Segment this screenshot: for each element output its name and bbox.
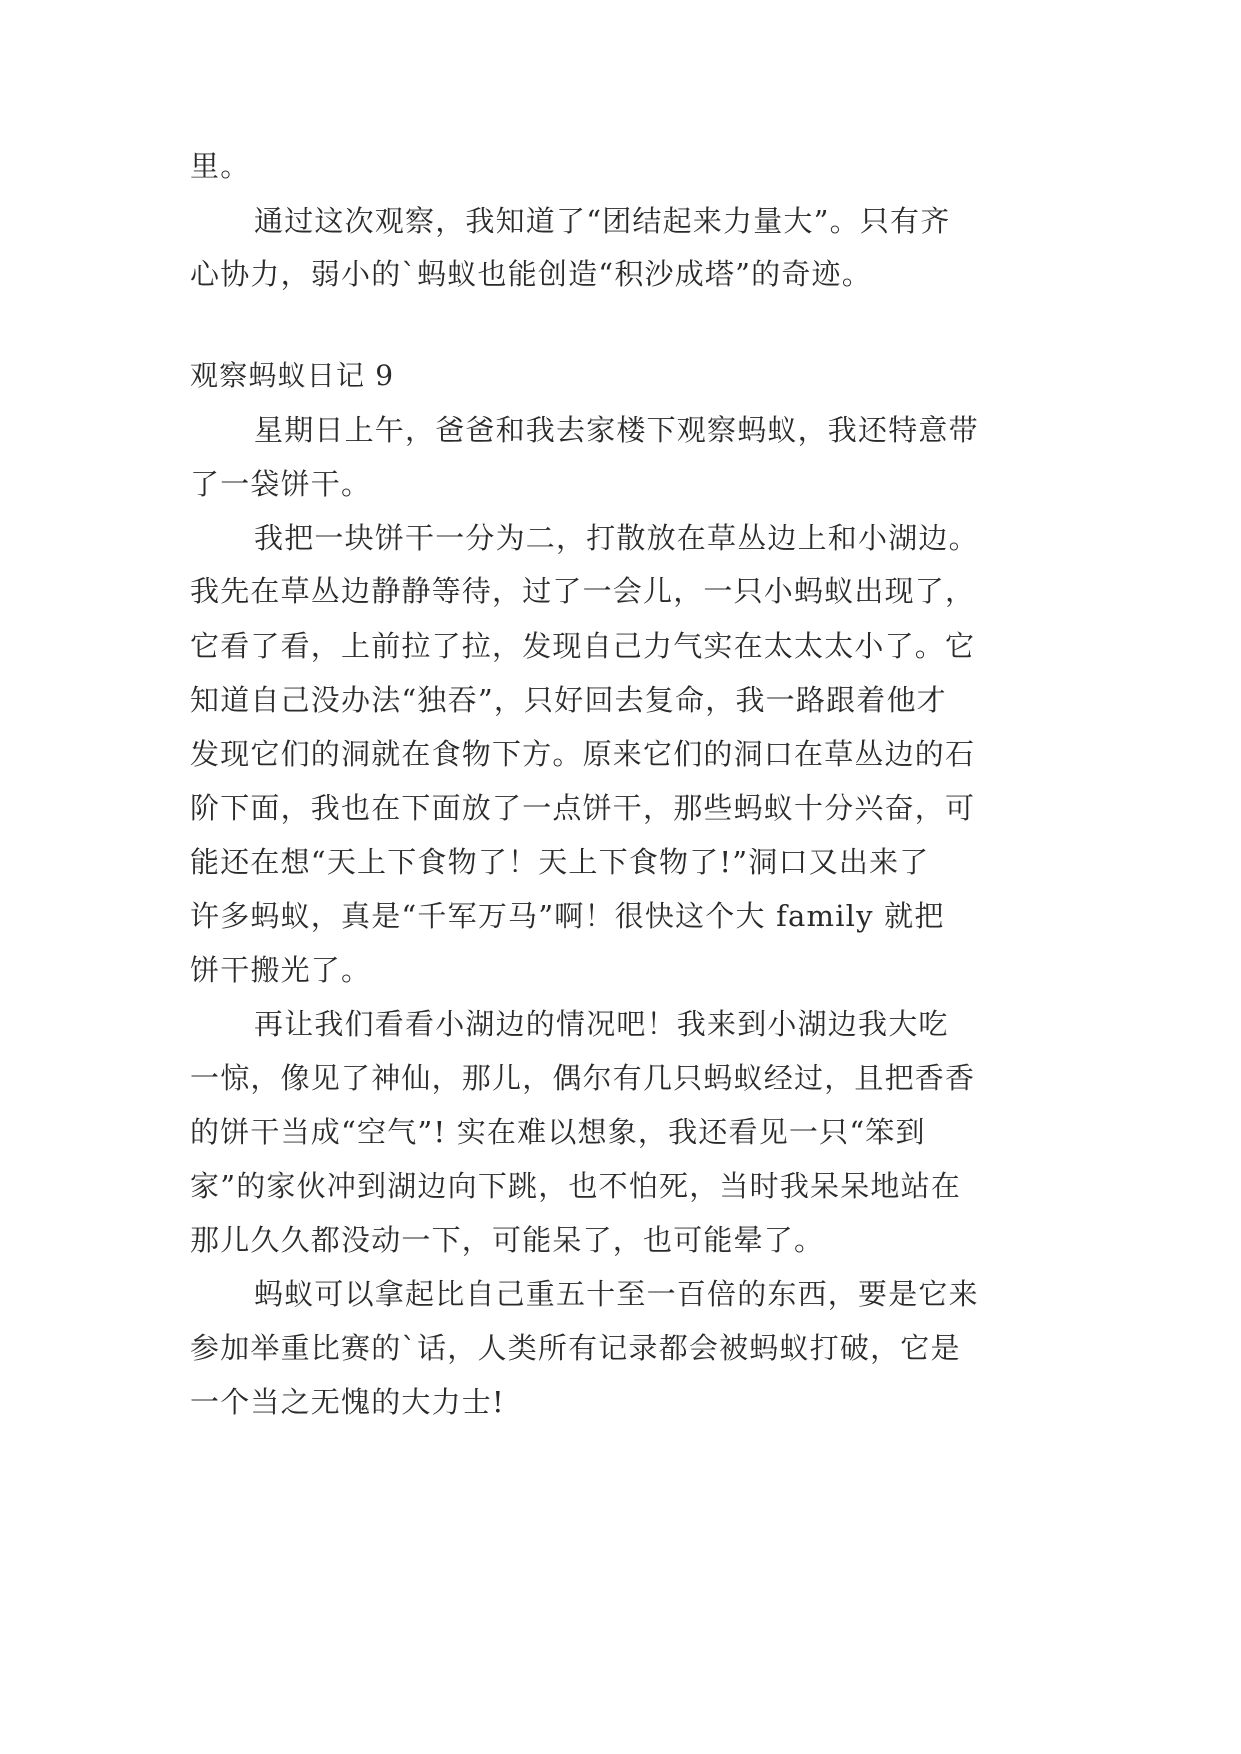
text-line: 能还在想“天上下食物了！天上下食物了!”洞口又出来了	[190, 845, 930, 879]
text-line: 许多蚂蚁，真是“千军万马”啊！很快这个大 family 就把	[190, 899, 945, 933]
text-line: 我把一块饼干一分为二，打散放在草丛边上和小湖边。	[254, 521, 979, 555]
section-title: 观察蚂蚁日记 9	[190, 359, 395, 392]
text-line: 的饼干当成“空气”! 实在难以想象，我还看见一只“笨到	[190, 1115, 926, 1149]
text-line: 里。	[190, 149, 251, 183]
text-line: 一惊，像见了神仙，那儿，偶尔有几只蚂蚁经过，且把香香	[190, 1061, 976, 1095]
text-line: 通过这次观察，我知道了“团结起来力量大”。只有齐	[254, 204, 951, 238]
text-line: 阶下面，我也在下面放了一点饼干，那些蚂蚁十分兴奋，可	[190, 791, 976, 825]
text-line: 了一袋饼干。	[190, 467, 372, 501]
text-line: 蚂蚁可以拿起比自己重五十至一百倍的东西，要是它来	[254, 1277, 979, 1311]
text-line: 参加举重比赛的`话，人类所有记录都会被蚂蚁打破，它是	[190, 1331, 961, 1365]
text-line: 知道自己没办法“独吞”，只好回去复命，我一路跟着他才	[190, 683, 947, 717]
text-line: 一个当之无愧的大力士!	[190, 1385, 505, 1419]
text-line: 发现它们的洞就在食物下方。原来它们的洞口在草丛边的石	[190, 737, 976, 771]
text-line: 心协力，弱小的`蚂蚁也能创造“积沙成塔”的奇迹。	[190, 257, 872, 291]
text-line: 星期日上午，爸爸和我去家楼下观察蚂蚁，我还特意带	[254, 413, 979, 447]
text-line: 我先在草丛边静静等待，过了一会儿，一只小蚂蚁出现了，	[190, 574, 976, 608]
text-line: 它看了看，上前拉了拉，发现自己力气实在太太太小了。它	[190, 629, 976, 663]
text-line: 饼干搬光了。	[190, 953, 372, 987]
text-line: 家”的家伙冲到湖边向下跳，也不怕死，当时我呆呆地站在	[190, 1169, 962, 1203]
text-line: 那儿久久都没动一下，可能呆了，也可能晕了。	[190, 1223, 825, 1257]
text-line: 再让我们看看小湖边的情况吧！我来到小湖边我大吃	[254, 1007, 949, 1041]
